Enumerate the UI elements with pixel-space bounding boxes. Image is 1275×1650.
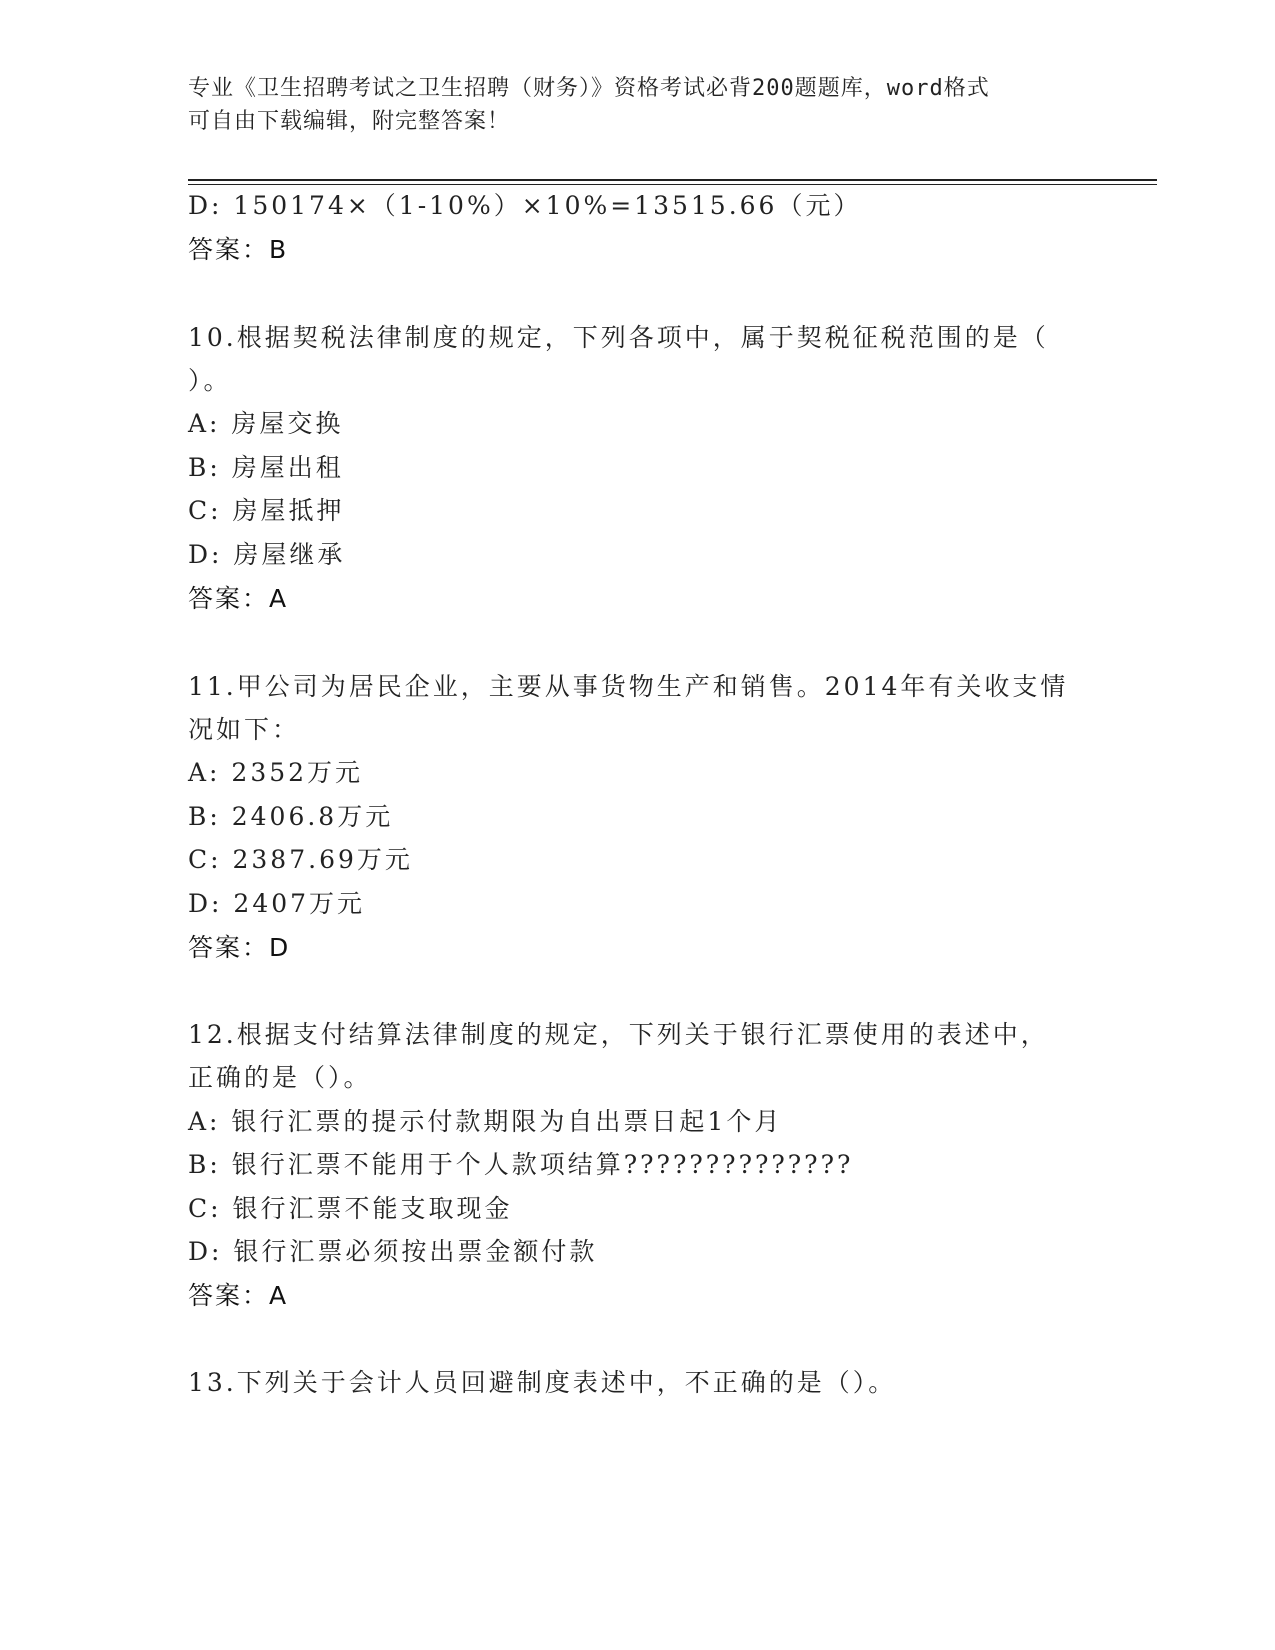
header-title-line-2: 可自由下载编辑，附完整答案！ xyxy=(188,109,511,134)
header-divider-thick xyxy=(188,179,1157,181)
q10-option-b: B: 房屋出租 xyxy=(188,453,344,482)
q12-stem-line-2: 正确的是（）。 xyxy=(188,1063,372,1092)
document-header xyxy=(188,72,1088,138)
q12-answer: 答案：A xyxy=(188,1281,289,1310)
q12-stem-line-1: 12.根据支付结算法律制度的规定，下列关于银行汇票使用的表述中， xyxy=(188,1020,1049,1049)
q11-option-b: B: 2406.8万元 xyxy=(188,802,394,831)
prev-option-d: D: 150174×（1-10%）×10%=13515.66（元） xyxy=(188,191,862,220)
q13-stem-line-1: 13.下列关于会计人员回避制度表述中，不正确的是（）。 xyxy=(188,1368,897,1397)
q10-stem-line-1: 10.根据契税法律制度的规定，下列各项中，属于契税征税范围的是（ xyxy=(188,323,1049,352)
q11-option-d: D: 2407万元 xyxy=(188,889,366,918)
q12-option-c: C: 银行汇票不能支取现金 xyxy=(188,1194,513,1223)
prev-answer: 答案：B xyxy=(188,235,289,264)
q11-stem-line-2: 况如下： xyxy=(188,715,301,744)
q12-option-a: A: 银行汇票的提示付款期限为自出票日起1个月 xyxy=(188,1107,783,1136)
q12-option-d: D: 银行汇票必须按出票金额付款 xyxy=(188,1237,598,1266)
q10-option-a: A: 房屋交换 xyxy=(188,409,344,438)
header-divider-thin xyxy=(188,184,1157,185)
q11-answer: 答案：D xyxy=(188,933,291,962)
q11-stem-line-1: 11.甲公司为居民企业，主要从事货物生产和销售。2014年有关收支情 xyxy=(188,672,1069,701)
q11-option-a: A: 2352万元 xyxy=(188,758,364,787)
q10-stem-line-2: ）。 xyxy=(188,366,232,395)
q10-answer: 答案：A xyxy=(188,584,289,613)
header-title-line-1: 专业《卫生招聘考试之卫生招聘（财务）》资格考试必背200题题库，word格式 xyxy=(188,76,990,101)
q10-option-d: D: 房屋继承 xyxy=(188,540,346,569)
q12-option-b: B: 银行汇票不能用于个人款项结算?????????????? xyxy=(188,1150,854,1179)
q11-option-c: C: 2387.69万元 xyxy=(188,845,413,874)
q10-option-c: C: 房屋抵押 xyxy=(188,496,345,525)
